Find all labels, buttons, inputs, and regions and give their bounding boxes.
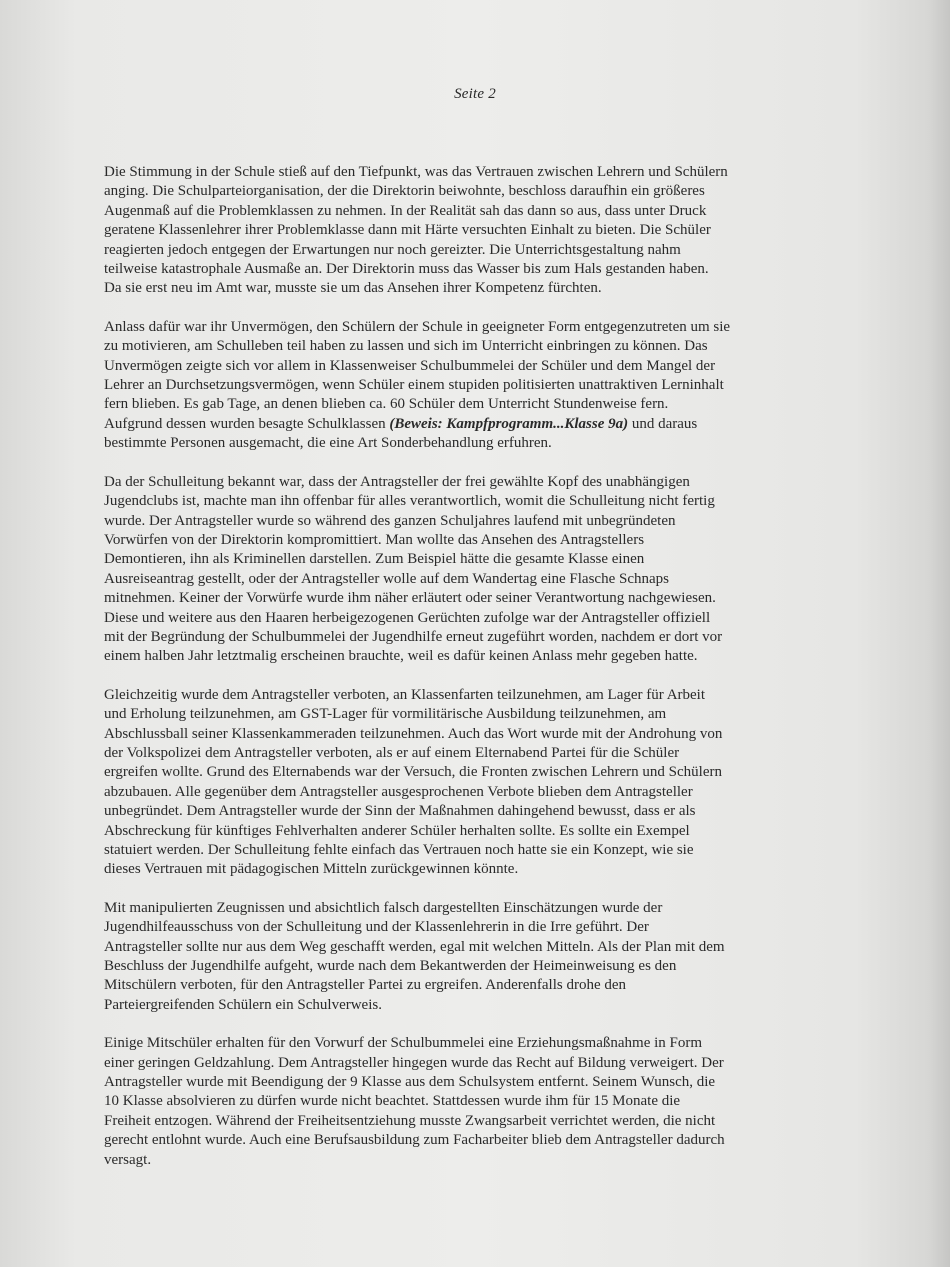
text-line: 10 Klasse absolvieren zu dürfen wurde nicht beachtet. Stattdessen wurde ihm für 15 Monate die: [104, 1093, 681, 1110]
text-line: Augenmaß auf die Problemklassen zu nehmen. In der Realität sah das dann so aus, dass unter Druck: [104, 202, 707, 219]
text-line: mit der Begründung der Schulbummelei der Jugendhilfe erneut zugeführt worden, nachdem er dort vor: [104, 628, 723, 645]
text-line: dieses Vertrauen mit pädagogischen Mitteln zurückgewinnen könnte.: [104, 861, 519, 878]
text-line: Parteiergreifenden Schülern ein Schulverweis.: [104, 996, 382, 1013]
text-line: Abschlussball seiner Klassenkammeraden teilzunehmen. Auch das Wort wurde mit der Androhung von: [104, 725, 723, 742]
text-line: Da der Schulleitung bekannt war, dass der Antragsteller der frei gewählte Kopf des unabhängigen: [104, 473, 690, 490]
text-line: ergreifen wollte. Grund des Elternabends war der Versuch, die Fronten zwischen Lehrern und Schülern: [104, 764, 722, 781]
text-line: Mit manipulierten Zeugnissen und absichtlich falsch dargestellten Einschätzungen wurde der: [104, 899, 663, 916]
text-line: gerecht entlohnt wurde. Auch eine Berufsausbildung zum Facharbeiter blieb dem Antragsteller dadurch: [104, 1132, 725, 1149]
text-line: Jugendhilfeausschuss von der Schulleitung und der Klassenlehrerin in die Irre geführt. Der: [104, 919, 649, 936]
text-line: Abschreckung für künftiges Fehlverhalten anderer Schüler herhalten sollte. Es sollte ein Exempel: [104, 822, 690, 839]
text-line: abzubauen. Alle gegenüber dem Antragsteller ausgesprochenen Verbote blieben dem Antragsteller: [104, 783, 693, 800]
text-line: reagierten jedoch entgegen der Erwartungen nur noch gereizter. Die Unterrichtsgestaltung nahm: [104, 241, 681, 258]
evidence-reference: (Beweis: Kampfprogramm...Klasse 9a): [389, 415, 629, 432]
paragraph-6: [104, 1034, 794, 1170]
page-number-header: Seite 2: [454, 86, 496, 102]
text-line: Unvermögen zeigte sich vor allem in Klassenweiser Schulbummelei der Schüler und dem Mangel der: [104, 357, 716, 374]
text-line: einer geringen Geldzahlung. Dem Antragsteller hingegen wurde das Recht auf Bildung verweigert. Der: [104, 1054, 724, 1071]
text-line: Die Stimmung in der Schule stieß auf den Tiefpunkt, was das Vertrauen zwischen Lehrern und Schülern: [104, 164, 728, 180]
paragraph-4: [104, 686, 794, 880]
text-run: Aufgrund dessen wurden besagte Schulklassen: [104, 415, 390, 432]
text-line: wurde. Der Antragsteller wurde so während des ganzen Schuljahres laufend mit unbegründeten: [104, 512, 676, 529]
text-line: Vorwürfen von der Direktorin kompromittiert. Man wollte das Ansehen des Antragstellers: [104, 531, 645, 548]
text-line: Anlass dafür war ihr Unvermögen, den Schülern der Schule in geeigneter Form entgegenzutreten um sie: [104, 318, 731, 335]
text-line: der Volkspolizei dem Antragsteller verboten, als er auf einem Elternabend Partei für die Schüler: [104, 744, 680, 761]
text-line: Einige Mitschüler erhalten für den Vorwurf der Schulbummelei eine Erziehungsmaßnahme in Form: [104, 1035, 703, 1052]
text-line: unbegründet. Dem Antragsteller wurde der Sinn der Maßnahmen dahingehend bewusst, dass er als: [104, 803, 696, 820]
text-line: Lehrer an Durchsetzungsvermögen, wenn Schüler einem stupiden politisierten unattraktiven Lerninhalt: [104, 377, 724, 394]
text-line: Jugendclubs ist, machte man ihn offenbar für alles verantwortlich, womit die Schulleitung nicht fertig: [104, 493, 715, 510]
paragraph-5: [104, 899, 794, 1015]
text-line: anging. Die Schulparteiorganisation, der die Direktorin beiwohnte, beschloss daraufhin ein größeres: [104, 183, 705, 200]
text-line: und Erholung teilzunehmen, am GST-Lager für vormilitärische Ausbildung teilzunehmen, am: [104, 706, 667, 723]
text-line: Ausreiseantrag gestellt, oder der Antragsteller wolle auf dem Wandertag eine Flasche Schnaps: [104, 570, 669, 587]
text-line: bestimmte Personen ausgemacht, die eine Art Sonderbehandlung erfuhren.: [104, 435, 552, 452]
text-line: statuiert werden. Der Schulleitung fehlte einfach das Vertrauen noch hatte sie ein Konzept, wie sie: [104, 842, 694, 858]
document-body: [104, 163, 794, 1170]
text-run: und daraus: [628, 415, 698, 432]
text-line: Beschluss der Jugendhilfe aufgeht, wurde nach dem Bekantwerden der Heimeinweisung es den: [104, 958, 677, 975]
text-line: Mitschülern verboten, für den Antragsteller Partei zu ergreifen. Anderenfalls drohe den: [104, 977, 627, 994]
text-line: zu motivieren, am Schulleben teil haben zu lassen und sich im Unterricht einbringen zu können. Das: [104, 338, 708, 355]
text-line: Freiheit entzogen. Während der Freiheitsentziehung musste Zwangsarbeit verrichtet werden, die nicht: [104, 1112, 716, 1129]
text-line: mitnehmen. Keiner der Vorwürfe wurde ihm näher erläutert oder seiner Verantwortung nachgewiesen.: [104, 590, 716, 607]
text-line: Antragsteller wurde mit Beendigung der 9 Klasse aus dem Schulsystem entfernt. Seinem Wunsch, die: [104, 1074, 716, 1091]
text-line: Demontieren, ihn als Kriminellen darstellen. Zum Beispiel hätte die gesamte Klasse einen: [104, 551, 645, 568]
text-line: versagt.: [104, 1151, 152, 1168]
text-line: fern blieben. Es gab Tage, an denen blieben ca. 60 Schüler dem Unterricht Stundenweise fern.: [104, 396, 669, 413]
paragraph-1: [104, 163, 794, 299]
paragraph-3: [104, 473, 794, 667]
text-line: Da sie erst neu im Amt war, musste sie um das Ansehen ihrer Kompetenz fürchten.: [104, 280, 602, 297]
text-line: teilweise katastrophale Ausmaße an. Der Direktorin muss das Wasser bis zum Hals gestanden haben.: [104, 261, 709, 278]
text-line: Gleichzeitig wurde dem Antragsteller verboten, an Klassenfarten teilzunehmen, am Lager für Arbeit: [104, 686, 706, 703]
page-edge-shadow: [928, 0, 950, 1267]
text-line: Diese und weitere aus den Haaren herbeigezogenen Gerüchten zufolge war der Antragsteller offiziell: [104, 609, 711, 626]
text-line: geratene Klassenlehrer ihrer Problemklasse dann mit Härte versuchten Einhalt zu bieten. Die Schüler: [104, 222, 711, 239]
text-line: einem halben Jahr letztmalig erscheinen brauchte, weil es dafür keinen Anlass mehr gegeben hatte.: [104, 648, 698, 665]
text-line-with-emphasis: [104, 415, 794, 434]
paragraph-2: [104, 318, 794, 454]
text-line: Antragsteller sollte nur aus dem Weg geschafft werden, egal mit welchen Mitteln. Als der Plan mit dem: [104, 938, 725, 955]
